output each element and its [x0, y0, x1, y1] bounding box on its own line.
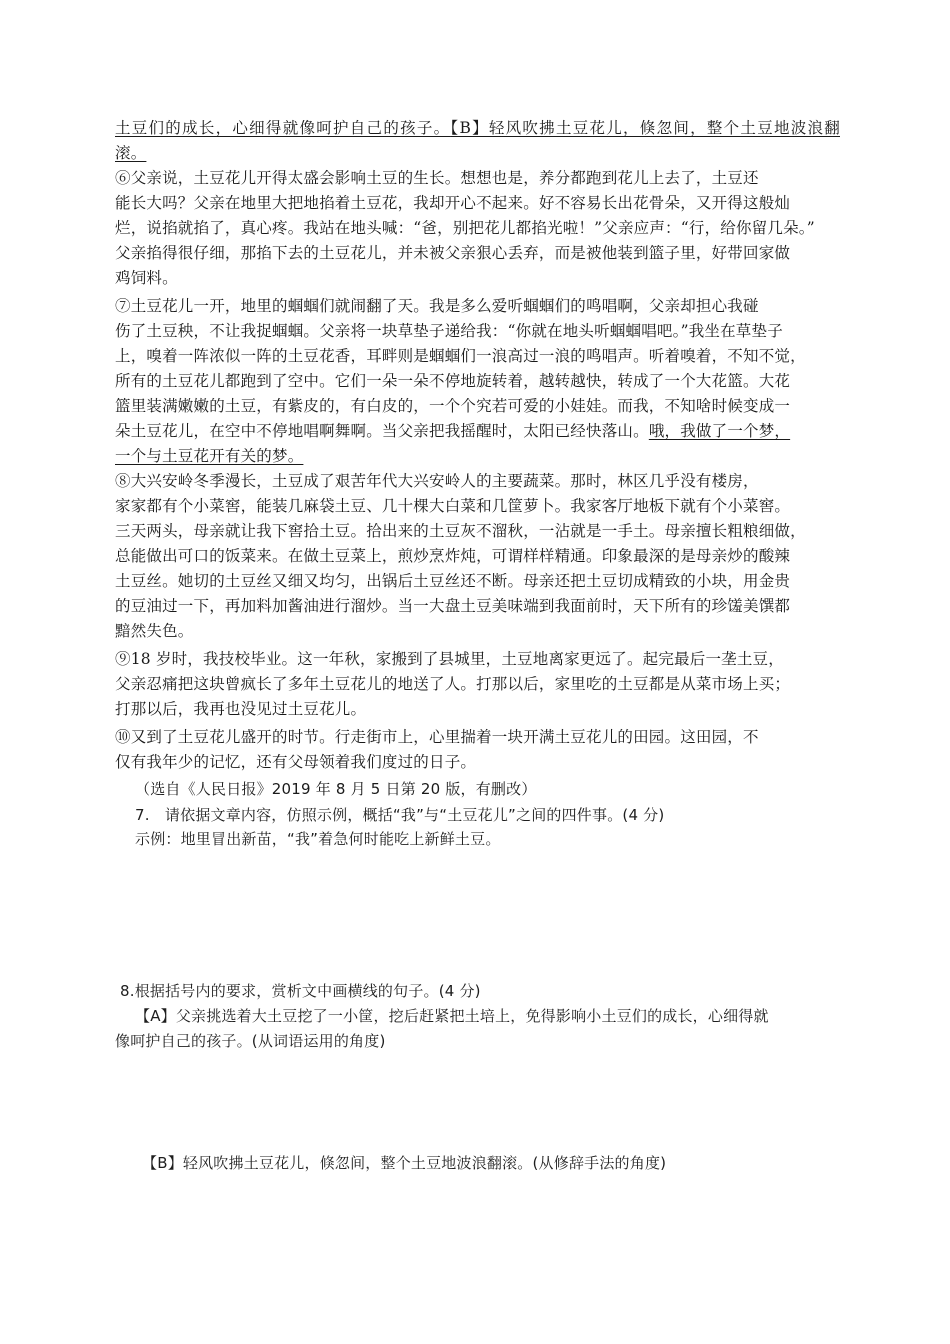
paragraph-6-line: 烂，说掐就掐了，真心疼。我站在地头喊：“爸，别把花儿都掐光啦！”父亲应声：“行，给你留几朵。”: [115, 219, 815, 237]
question-8b: 【B】轻风吹拂土豆花儿，倏忽间，整个土豆地波浪翻滚。(从修辞手法的角度): [142, 1154, 667, 1172]
paragraph-8-line: ⑧大兴安岭冬季漫长，土豆成了艰苦年代大兴安岭人的主要蔬菜。那时，林区几乎没有楼房，: [115, 472, 759, 490]
paragraph-8-line: 的豆油过一下，再加料加酱油进行溜炒。当一大盘土豆美味端到我面前时，天下所有的珍馐美馔都: [115, 597, 791, 615]
paragraph-9-line: ⑨18 岁时，我技校毕业。这一年秋，家搬到了县城里，土豆地离家更远了。起完最后一垄土豆，: [115, 650, 784, 668]
underlined-sentence-dream: 哦，我做了一个梦，: [648, 422, 791, 440]
underlined-sentence-b-end: 滚。: [115, 144, 147, 162]
text-line: [115, 117, 840, 139]
text-line: [115, 142, 840, 164]
paragraph-8-line: 土豆丝。她切的土豆丝又细又均匀，出锅后土豆丝还不断。母亲还把土豆切成精致的小块，用金贵: [115, 572, 791, 590]
underlined-sentence-a-end: 土豆们的成长，心细得就像呵护自己的孩子。: [115, 119, 451, 137]
paragraph-7-line: ⑦土豆花儿一开，地里的蝈蝈们就闹翻了天。我是多么爱听蝈蝈们的鸣唱啊，父亲却担心我碰: [115, 297, 759, 315]
paragraph-8-line: 总能做出可口的饭菜来。在做土豆菜上，煎炒烹炸炖，可谓样样精通。印象最深的是母亲炒的酸辣: [115, 547, 791, 565]
paragraph-7-line: [115, 445, 840, 467]
paragraph-7-line: 伤了土豆秧，不让我捉蝈蝈。父亲将一块草垫子递给我：“你就在地头听蝈蝈唱吧。”我坐在草垫子: [115, 322, 783, 340]
underlined-sentence-dream-end: 一个与土豆花开有关的梦。: [115, 447, 304, 465]
paragraph-8-line: 三天两头，母亲就让我下窖拾土豆。拾出来的土豆灰不溜秋，一沾就是一手土。母亲擅长粗粮细做，: [115, 522, 806, 540]
paragraph-7-line: [115, 420, 840, 442]
question-7: 7. 请依据文章内容，仿照示例，概括“我”与“土豆花儿”之间的四件事。(4 分): [135, 806, 665, 824]
underlined-sentence-b: 【B】轻风吹拂土豆花儿，倏忽间，整个土豆地波浪翻: [450, 119, 840, 137]
paragraph-9-line: 打那以后，我再也没见过土豆花儿。: [115, 700, 367, 718]
question-8a-line: 像呵护自己的孩子。(从词语运用的角度): [115, 1032, 386, 1050]
paragraph-10-line: ⑩又到了土豆花儿盛开的时节。行走街市上，心里揣着一块开满土豆花儿的田园。这田园，不: [115, 728, 759, 746]
paragraph-10-line: 仅有我年少的记忆，还有父母领着我们度过的日子。: [115, 753, 477, 771]
paragraph-7-line: 所有的土豆花儿都跑到了空中。它们一朵一朵不停地旋转着，越转越快，转成了一个大花篮。大花: [115, 372, 791, 390]
paragraph-7-line: 篮里装满嫩嫩的土豆，有紫皮的，有白皮的，一个个究若可爱的小娃娃。而我，不知啥时候变成一: [115, 397, 791, 415]
question-8a-line: 【A】父亲挑选着大土豆挖了一小筐，挖后赶紧把土培上，免得影响小土豆们的成长，心细得就: [135, 1007, 769, 1025]
paragraph-9-line: 父亲忍痛把这块曾疯长了多年土豆花儿的地送了人。打那以后，家里吃的土豆都是从菜市场上买；: [115, 675, 791, 693]
paragraph-6-line: 能长大吗？父亲在地里大把地掐着土豆花，我却开心不起来。好不容易长出花骨朵，又开得这般灿: [115, 194, 791, 212]
question-8: 8.根据括号内的要求，赏析文中画横线的句子。(4 分): [120, 982, 481, 1000]
paragraph-6-line: 父亲掐得很仔细，那掐下去的土豆花儿，并未被父亲狠心丢弃，而是被他装到篮子里，好带回家做: [115, 244, 791, 262]
question-7-example: 示例：地里冒出新苗，“我”着急何时能吃上新鲜土豆。: [135, 830, 501, 848]
paragraph-6-line: ⑥父亲说，土豆花儿开得太盛会影响土豆的生长。想想也是，养分都跑到花儿上去了，土豆还: [115, 169, 759, 187]
paragraph-7-line: 上，嗅着一阵浓似一阵的土豆花香，耳畔则是蝈蝈们一浪高过一浪的鸣唱声。听着嗅着，不知不觉，: [115, 347, 806, 365]
paragraph-7-text: 朵土豆花儿，在空中不停地唱啊舞啊。当父亲把我摇醒时，太阳已经快落山。: [115, 422, 649, 440]
paragraph-8-line: 家家都有个小菜窖，能装几麻袋土豆、几十棵大白菜和几筐萝卜。我家客厅地板下就有个小菜窖。: [115, 497, 791, 515]
paragraph-6-line: 鸡饲料。: [115, 269, 178, 287]
paragraph-8-line: 黯然失色。: [115, 622, 194, 640]
source-citation: （选自《人民日报》2019 年 8 月 5 日第 20 版，有删改）: [135, 780, 537, 798]
